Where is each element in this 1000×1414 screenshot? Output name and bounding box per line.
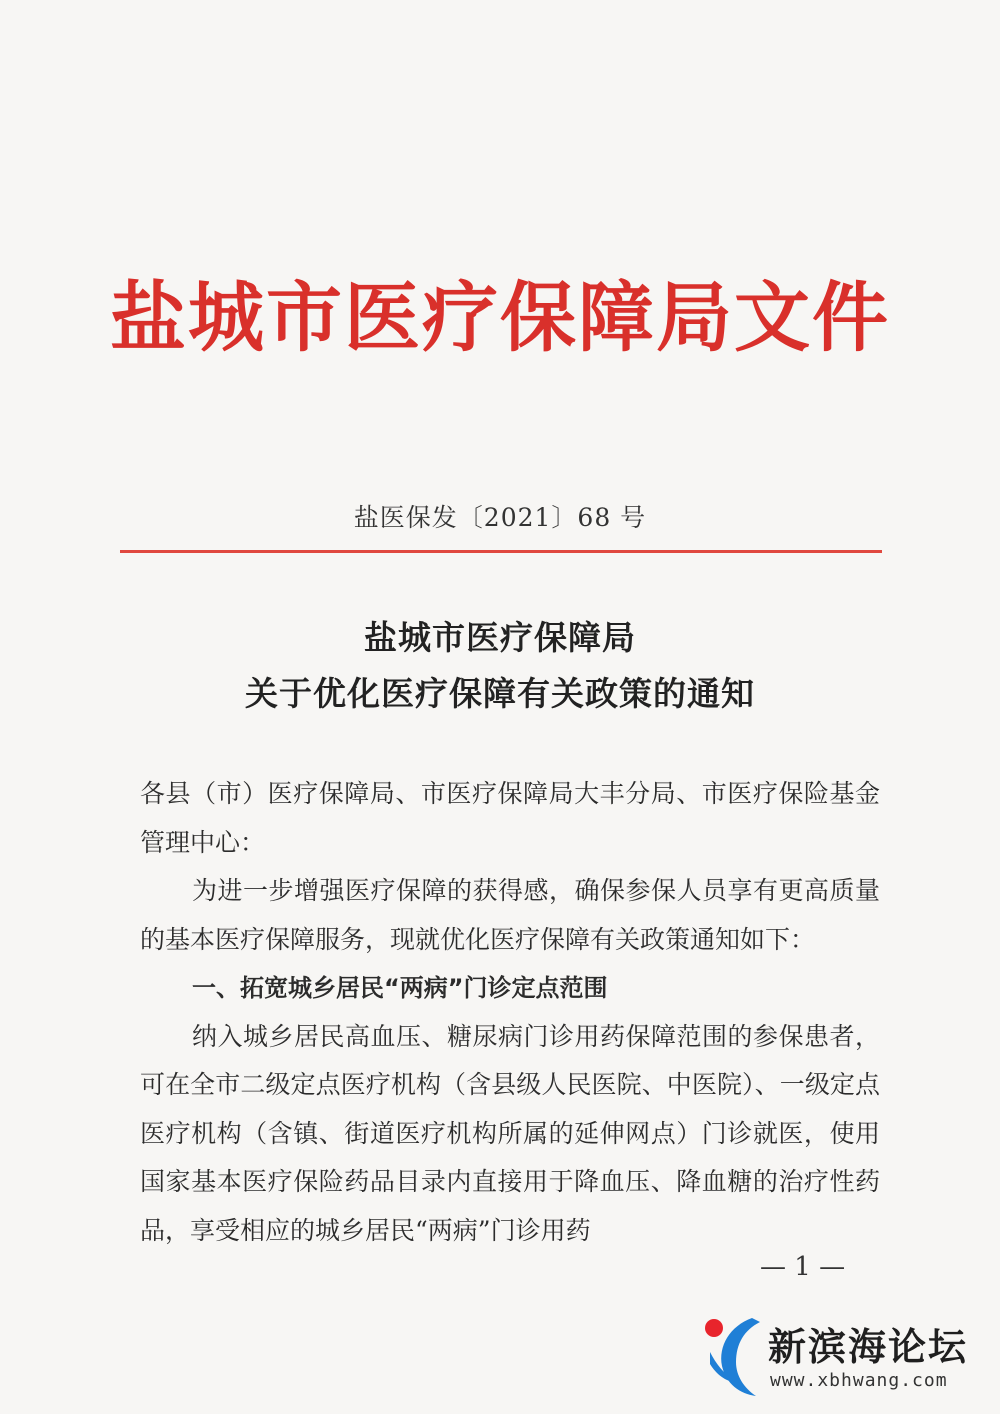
site-logo-icon bbox=[700, 1312, 766, 1400]
section1-paragraph: 纳入城乡居民高血压、糖尿病门诊用药保障范围的参保患者，可在全市二级定点医疗机构（含县级人民医院、中医院）、一级定点医疗机构（含镇、街道医疗机构所属的延伸网点）门诊就医，使用国家基本医疗保险药品目录内直接用于降血压、降血糖的治疗性药品，享受相应的城乡居民“两病”门诊用药 bbox=[140, 1021, 880, 1245]
intro-paragraph: 为进一步增强医疗保障的获得感，确保参保人员享有更高质量的基本医疗保障服务，现就优化医疗保障有关政策通知如下： bbox=[140, 876, 880, 954]
document-body bbox=[140, 770, 880, 1255]
issuer-banner: 盐城市医疗保障局文件 bbox=[110, 273, 890, 362]
red-separator-line bbox=[120, 550, 882, 553]
site-url: www.xbhwang.com bbox=[770, 1370, 948, 1391]
document-title-line1: 盐城市医疗保障局 bbox=[364, 618, 636, 657]
addressee-paragraph: 各县（市）医疗保障局、市医疗保障局大丰分局、市医疗保险基金管理中心： bbox=[140, 779, 880, 857]
site-name: 新滨海论坛 bbox=[768, 1325, 969, 1369]
site-watermark bbox=[700, 1312, 990, 1402]
section1-heading: 一、拓宽城乡居民“两病”门诊定点范围 bbox=[192, 974, 608, 1002]
page-number: — 1 — bbox=[760, 1252, 846, 1282]
document-title-line2: 关于优化医疗保障有关政策的通知 bbox=[245, 674, 755, 713]
document-number: 盐医保发〔2021〕68 号 bbox=[353, 503, 647, 532]
